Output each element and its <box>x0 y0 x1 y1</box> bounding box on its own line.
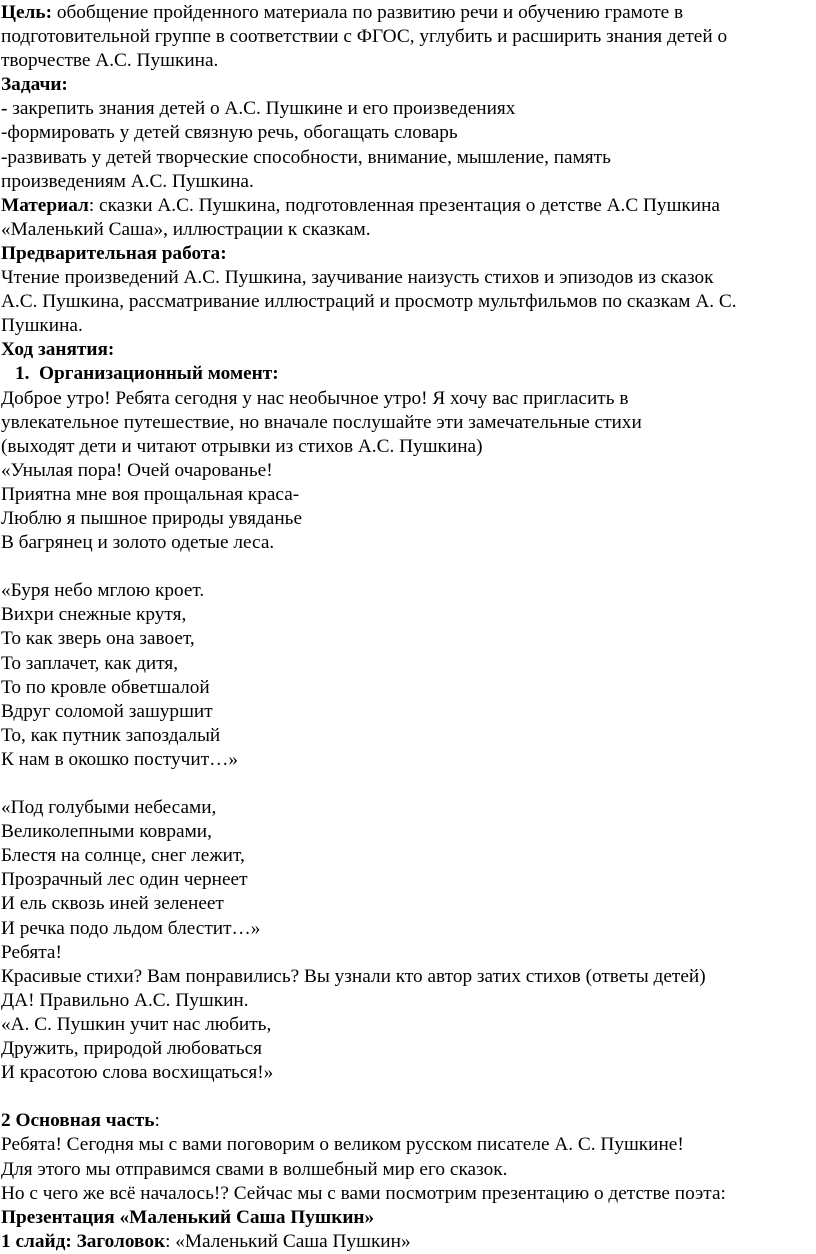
section2-line: Для этого мы отправимся свами в волшебный мир его сказок. <box>1 1158 508 1180</box>
prep-line: Чтение произведений А.С. Пушкина, заучивание наизусть стихов и эпизодов из сказок <box>1 267 714 289</box>
poem3-line: «Под голубыми небесами, <box>1 797 217 819</box>
after-poems-line: «А. С. Пушкин учит нас любить, <box>1 1013 272 1035</box>
material-line-1: Материал: сказки А.С. Пушкина, подготовленная презентация о детстве А.С Пушкина <box>1 194 720 216</box>
task-item: -формировать у детей связную речь, обогащать словарь <box>1 122 458 144</box>
prep-line: Пушкина. <box>1 315 83 337</box>
prep-heading: Предварительная работа: <box>1 242 227 264</box>
after-poems-line: ДА! Правильно А.С. Пушкин. <box>1 989 249 1011</box>
poem2-line: «Буря небо мглою кроет. <box>1 580 205 602</box>
poem1-line: Люблю я пышное природы увяданье <box>1 507 303 529</box>
goal-line-2: подготовительной группе в соответствии с ФГОС, углубить и расширить знания детей о <box>1 26 728 48</box>
section2-line: Ребята! Сегодня мы с вами поговорим о великом русском писателе А. С. Пушкине! <box>1 1134 684 1156</box>
poem3-line: Блестя на солнце, снег лежит, <box>1 845 245 867</box>
goal-line-3: творчестве А.С. Пушкина. <box>1 50 219 72</box>
task-item: произведениям А.С. Пушкина. <box>1 170 254 192</box>
blank-line <box>1 555 812 579</box>
after-poems-line: Дружить, природой любоваться <box>1 1038 263 1060</box>
poem2-line: То заплачет, как дитя, <box>1 652 179 674</box>
section1-title: Организационный момент: <box>39 363 279 385</box>
blank-line <box>1 772 812 796</box>
material-label: Материал <box>1 194 89 216</box>
after-poems-line: И красотою слова восхищаться!» <box>1 1062 274 1084</box>
slide1-label: 1 слайд: Заголовок <box>1 1230 166 1252</box>
section1-line: Доброе утро! Ребята сегодня у нас необычное утро! Я хочу вас пригласить в <box>1 387 629 409</box>
section2-line: Но с чего же всё началось!? Сейчас мы с вами посмотрим презентацию о детстве поэта: <box>1 1182 726 1204</box>
task-item: -развивать у детей творческие способности, внимание, мышление, память <box>1 146 611 168</box>
slide1-line: 1 слайд: Заголовок: «Маленький Саша Пушкин» <box>1 1230 411 1252</box>
section1-number: 1. <box>15 363 30 385</box>
after-poems-line: Ребята! <box>1 941 62 963</box>
poem2-line: То, как путник запоздалый <box>1 724 221 746</box>
poem3-line: И ель сквозь иней зеленеет <box>1 893 224 915</box>
section1-line: увлекательное путешествие, но вначале послушайте эти замечательные стихи <box>1 411 642 433</box>
poem3-line: Великолепными коврами, <box>1 821 212 843</box>
section1-heading <box>1 362 812 386</box>
goal-line-1 <box>1 1 812 25</box>
presentation-title: Презентация «Маленький Саша Пушкин» <box>1 1206 375 1228</box>
goal-text: обобщение пройденного материала по развитию речи и обучению грамоте в <box>52 2 684 23</box>
section2-heading: 2 Основная часть: <box>1 1110 160 1132</box>
section1-line: (выходят дети и читают отрывки из стихов А.С. Пушкина) <box>1 435 483 457</box>
poem2-line: Вихри снежные крутя, <box>1 604 187 626</box>
material-line-2: «Маленький Саша», иллюстрации к сказкам. <box>1 218 371 240</box>
blank-line <box>1 1085 812 1109</box>
poem1-line: В багрянец и золото одетые леса. <box>1 532 275 554</box>
course-heading: Ход занятия: <box>1 339 115 361</box>
section2-title: 2 Основная часть <box>1 1110 155 1132</box>
poem1-line: «Унылая пора! Очей очарованье! <box>1 459 273 481</box>
poem3-line: Прозрачный лес один чернеет <box>1 869 248 891</box>
poem2-line: Вдруг соломой зашуршит <box>1 700 213 722</box>
goal-label: Цель: <box>1 2 52 23</box>
poem1-line: Приятна мне воя прощальная краса- <box>1 483 300 505</box>
prep-line: А.С. Пушкина, рассматривание иллюстраций и просмотр мультфильмов по сказкам А. С. <box>1 291 737 313</box>
task-item: - закрепить знания детей о А.С. Пушкине и его произведениях <box>1 98 516 120</box>
poem3-line: И речка подо льдом блестит…» <box>1 917 261 939</box>
poem2-line: То как зверь она завоет, <box>1 628 195 650</box>
after-poems-line: Красивые стихи? Вам понравились? Вы узнали кто автор затих стихов (ответы детей) <box>1 965 706 987</box>
poem2-line: То по кровле обветшалой <box>1 676 210 698</box>
poem2-line: К нам в окошко постучит…» <box>1 748 239 770</box>
tasks-heading: Задачи: <box>1 74 68 96</box>
